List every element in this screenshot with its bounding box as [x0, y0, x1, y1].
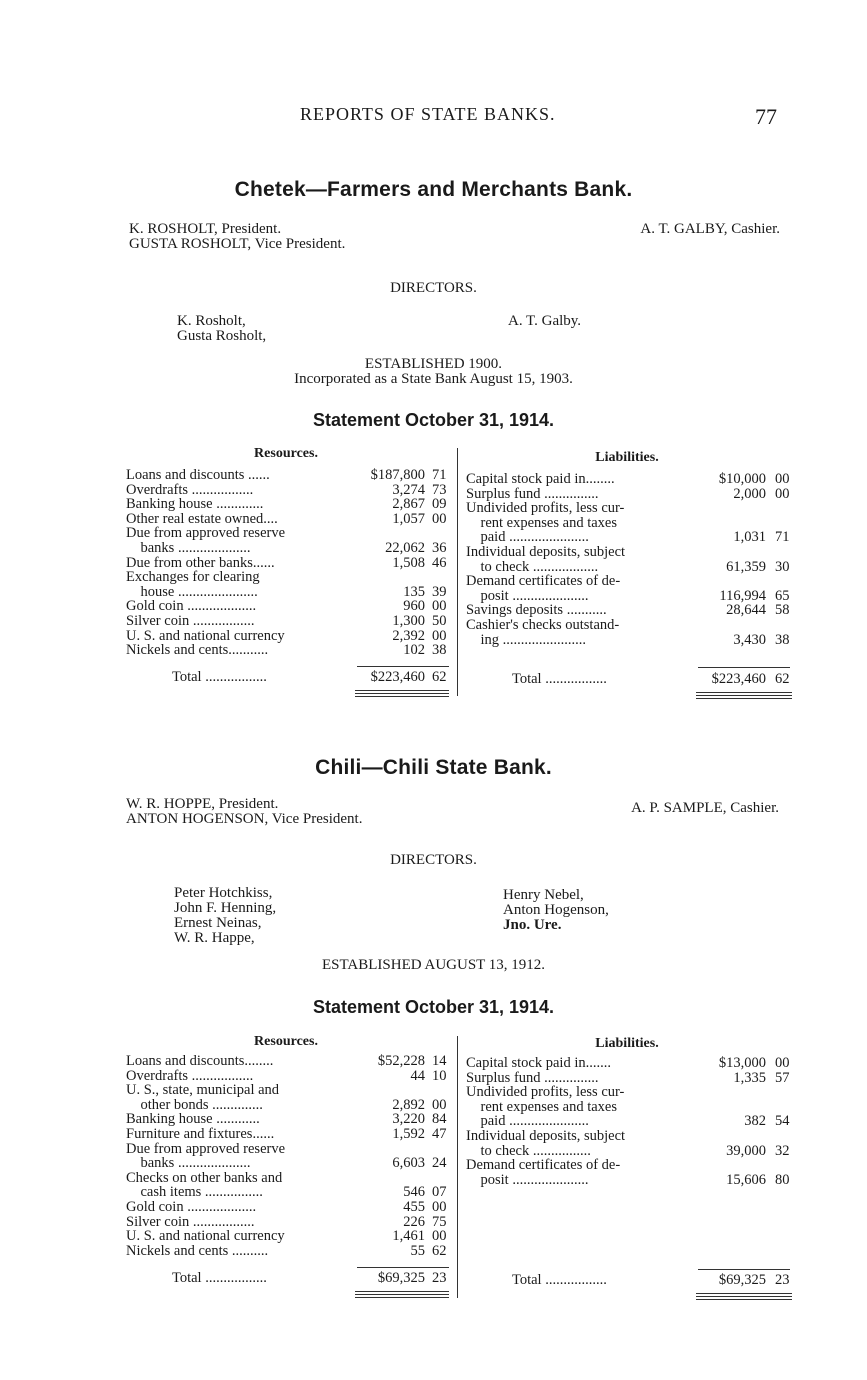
director: A. T. Galby. [508, 313, 582, 329]
director: W. R. Happe, [174, 930, 255, 946]
amount-dollars: 61,359 [726, 558, 766, 575]
rule [696, 1296, 792, 1297]
row-label: posit ..................... [466, 587, 589, 604]
table-row [126, 570, 454, 585]
cashier: A. P. SAMPLE, Cashier. [631, 800, 779, 816]
amount-dollars: $52,228 [377, 1053, 425, 1069]
amount-dollars: 135 [403, 583, 425, 600]
table-row [466, 1158, 797, 1173]
amount-dollars: 226 [403, 1213, 425, 1230]
amount-dollars: 1,057 [392, 510, 425, 527]
established-line: ESTABLISHED 1900. [364, 356, 503, 372]
row-label: Demand certificates of de- [466, 1157, 621, 1174]
table-row [126, 1185, 454, 1200]
row-label: Individual deposits, subject [466, 544, 626, 560]
amount-dollars: 22,062 [385, 540, 425, 556]
amount-dollars: 116,994 [719, 587, 766, 604]
total-label: Total ................. [172, 1270, 267, 1286]
row-label: Overdrafts ................. [126, 481, 254, 498]
row-label: banks .................... [126, 540, 251, 556]
table-row [126, 629, 454, 644]
amount-dollars: 39,000 [726, 1142, 766, 1159]
directors-heading: DIRECTORS. [390, 852, 477, 868]
row-label: banks .................... [126, 1155, 251, 1172]
amount-dollars: 455 [403, 1199, 425, 1215]
directors-heading: DIRECTORS. [390, 280, 477, 296]
director: Jno. Ure. [503, 917, 562, 933]
amount-dollars: 382 [744, 1113, 766, 1130]
amount-dollars: 102 [403, 642, 425, 659]
rule [696, 1293, 792, 1294]
page-number: 77 [755, 104, 777, 129]
table-row [466, 1173, 797, 1188]
resources-table [126, 1054, 456, 1264]
row-label: Silver coin ................. [126, 1213, 255, 1230]
director: Henry Nebel, [503, 887, 584, 903]
table-row [466, 472, 797, 487]
amount-dollars: 3,430 [733, 631, 766, 648]
row-label: Due from approved reserve [126, 525, 286, 542]
row-label: Savings deposits ........... [466, 602, 607, 619]
row-label: other bonds .............. [126, 1096, 263, 1113]
table-row [466, 1100, 797, 1115]
table-row [466, 1085, 797, 1100]
rule [355, 696, 449, 697]
total-dollars: $223,460 [711, 671, 766, 687]
amount-dollars: 28,644 [726, 602, 766, 619]
resources-heading: Resources. [254, 446, 318, 461]
table-row [466, 1129, 797, 1144]
director: K. Rosholt, [177, 313, 246, 329]
amount-cents: 07 [432, 1184, 447, 1201]
amount-cents: 00 [775, 485, 790, 502]
row-label: Overdrafts ................. [126, 1067, 254, 1084]
row-label: rent expenses and taxes [466, 514, 617, 531]
table-row [466, 545, 797, 560]
amount-cents: 84 [432, 1111, 447, 1128]
row-label: U. S., state, municipal and [126, 1082, 280, 1099]
table-row [126, 1098, 454, 1113]
row-label: ing ....................... [466, 631, 587, 648]
amount-cents: 00 [432, 1096, 447, 1113]
resources-table [126, 468, 456, 668]
amount-cents: 00 [432, 1199, 447, 1215]
amount-cents: 14 [432, 1053, 447, 1069]
total-cents: 62 [775, 671, 790, 687]
rule [357, 666, 449, 667]
table-row [466, 501, 797, 516]
vice-president: GUSTA ROSHOLT, Vice President. [129, 236, 346, 252]
incorporated-line: Incorporated as a State Bank August 15, 1903. [294, 371, 573, 387]
amount-cents: 00 [432, 598, 447, 615]
row-label: paid ...................... [466, 1113, 589, 1130]
row-label: cash items ................ [126, 1184, 263, 1201]
rule [696, 695, 792, 696]
row-label: Capital stock paid in....... [466, 1055, 611, 1071]
total-label: Total ................. [512, 1272, 607, 1288]
row-label: rent expenses and taxes [466, 1098, 617, 1115]
table-row [466, 1144, 797, 1159]
row-label: paid ...................... [466, 529, 589, 546]
amount-dollars: 1,461 [392, 1228, 425, 1245]
total-cents: 62 [432, 669, 447, 685]
table-row [126, 614, 454, 629]
amount-cents: 38 [775, 631, 790, 648]
director: John F. Henning, [174, 900, 277, 916]
rule [698, 1269, 790, 1270]
amount-cents: 80 [775, 1171, 790, 1188]
liabilities-heading: Liabilities. [595, 1036, 659, 1051]
table-row [126, 526, 454, 541]
total-dollars: $69,325 [377, 1270, 425, 1286]
amount-dollars: 3,274 [392, 481, 425, 498]
table-row [466, 1056, 797, 1071]
row-label: Loans and discounts ...... [126, 467, 270, 483]
table-row [126, 1142, 454, 1157]
amount-cents: 73 [432, 481, 447, 498]
table-row [466, 589, 797, 604]
table-row [466, 618, 797, 633]
row-label: to check .................. [466, 558, 599, 575]
row-label: Due from approved reserve [126, 1140, 286, 1157]
row-label: to check ................ [466, 1142, 591, 1159]
amount-cents: 00 [432, 627, 447, 644]
amount-dollars: $187,800 [370, 467, 425, 483]
table-row [466, 530, 797, 545]
amount-cents: 39 [432, 583, 447, 600]
president: K. ROSHOLT, President. [129, 221, 282, 237]
amount-cents: 71 [775, 529, 790, 546]
vice-president: ANTON HOGENSON, Vice President. [126, 811, 363, 827]
amount-dollars: 3,220 [392, 1111, 425, 1128]
amount-cents: 10 [432, 1067, 447, 1084]
amount-cents: 09 [432, 496, 447, 513]
rule [696, 692, 792, 693]
row-label: Undivided profits, less cur- [466, 1084, 625, 1101]
amount-cents: 38 [432, 642, 447, 659]
total-dollars: $223,460 [370, 669, 425, 685]
amount-cents: 00 [432, 1228, 447, 1245]
director: Gusta Rosholt, [177, 328, 267, 344]
row-label: Gold coin ................... [126, 598, 257, 615]
director: Peter Hotchkiss, [174, 885, 273, 901]
rule [696, 1299, 792, 1300]
row-label: house ...................... [126, 583, 258, 600]
amount-dollars: 1,300 [392, 613, 425, 629]
statement-heading: Statement October 31, 1914. [312, 410, 555, 430]
amount-dollars: 44 [410, 1067, 425, 1084]
row-label: Demand certificates of de- [466, 573, 621, 590]
amount-cents: 58 [775, 602, 790, 619]
table-row [466, 487, 797, 502]
established-line: ESTABLISHED AUGUST 13, 1912. [321, 957, 546, 973]
table-row [466, 516, 797, 531]
amount-dollars: $10,000 [718, 471, 766, 487]
total-label: Total ................. [172, 669, 267, 685]
table-row [126, 512, 454, 527]
rule [355, 1291, 449, 1292]
table-row [126, 1200, 454, 1215]
rule [357, 1267, 449, 1268]
table-row [126, 468, 454, 483]
amount-cents: 50 [432, 613, 447, 629]
table-row [466, 1071, 797, 1086]
table-row [126, 1156, 454, 1171]
resources-heading: Resources. [254, 1034, 318, 1049]
amount-dollars: 1,592 [392, 1126, 425, 1142]
amount-cents: 54 [775, 1113, 790, 1130]
rule [355, 1297, 449, 1298]
amount-cents: 32 [775, 1142, 790, 1159]
column-divider [457, 448, 458, 696]
table-row [126, 1054, 454, 1069]
rule [355, 693, 449, 694]
amount-dollars: 1,335 [733, 1069, 766, 1086]
row-label: Exchanges for clearing [126, 569, 260, 586]
rule [696, 698, 792, 699]
row-label: Capital stock paid in........ [466, 471, 615, 487]
total-cents: 23 [775, 1272, 790, 1288]
amount-dollars: 2,000 [733, 485, 766, 502]
amount-dollars: 6,603 [392, 1155, 425, 1172]
total-cents: 23 [432, 1270, 447, 1286]
row-label: Nickels and cents .......... [126, 1242, 269, 1259]
cashier: A. T. GALBY, Cashier. [640, 221, 780, 237]
table-row [126, 1229, 454, 1244]
row-label: Loans and discounts........ [126, 1053, 274, 1069]
liabilities-table [466, 472, 796, 672]
amount-cents: 47 [432, 1126, 447, 1142]
row-label: Individual deposits, subject [466, 1128, 626, 1144]
table-row [466, 560, 797, 575]
amount-cents: 75 [432, 1213, 447, 1230]
liabilities-table [466, 1056, 796, 1196]
amount-cents: 46 [432, 554, 447, 571]
amount-dollars: 15,606 [726, 1171, 766, 1188]
row-label: Gold coin ................... [126, 1199, 257, 1215]
amount-dollars: 2,867 [392, 496, 425, 513]
table-row [466, 603, 797, 618]
table-row [126, 1215, 454, 1230]
row-label: Nickels and cents........... [126, 642, 269, 659]
liabilities-heading: Liabilities. [595, 450, 659, 465]
director: Ernest Neinas, [174, 915, 262, 931]
row-label: U. S. and national currency [126, 1228, 285, 1245]
amount-cents: 30 [775, 558, 790, 575]
table-row [126, 541, 454, 556]
row-label: Cashier's checks outstand- [466, 617, 620, 633]
row-label: Banking house ............ [126, 1111, 260, 1128]
row-label: Furniture and fixtures...... [126, 1126, 275, 1142]
table-row [126, 1127, 454, 1142]
director: Anton Hogenson, [503, 902, 609, 918]
row-label: posit ..................... [466, 1171, 589, 1188]
table-row [126, 643, 454, 658]
amount-dollars: 960 [403, 598, 425, 615]
president: W. R. HOPPE, President. [126, 796, 279, 812]
row-label: Banking house ............. [126, 496, 264, 513]
amount-cents: 57 [775, 1069, 790, 1086]
table-row [466, 633, 797, 648]
row-label: Checks on other banks and [126, 1169, 283, 1186]
amount-dollars: 1,508 [392, 554, 425, 571]
amount-cents: 65 [775, 587, 790, 604]
rule [355, 1294, 449, 1295]
total-label: Total ................. [512, 671, 607, 687]
amount-dollars: $13,000 [718, 1055, 766, 1071]
row-label: Silver coin ................. [126, 613, 255, 629]
amount-dollars: 1,031 [733, 529, 766, 546]
bank-title: Chetek—Farmers and Merchants Bank. [234, 178, 633, 201]
row-label: Due from other banks...... [126, 554, 275, 571]
table-row [126, 599, 454, 614]
table-row [466, 1114, 797, 1129]
table-row [126, 1069, 454, 1084]
table-row [126, 1244, 454, 1259]
statement-heading: Statement October 31, 1914. [312, 997, 555, 1017]
rule [698, 667, 790, 668]
table-row [126, 483, 454, 498]
table-row [126, 585, 454, 600]
row-label: Other real estate owned.... [126, 510, 278, 527]
amount-cents: 71 [432, 467, 447, 483]
table-row [126, 1171, 454, 1186]
amount-cents: 36 [432, 540, 447, 556]
amount-dollars: 2,392 [392, 627, 425, 644]
row-label: Undivided profits, less cur- [466, 500, 625, 517]
row-label: U. S. and national currency [126, 627, 285, 644]
row-label: Surplus fund ............... [466, 485, 599, 502]
amount-cents: 24 [432, 1155, 447, 1172]
amount-dollars: 2,892 [392, 1096, 425, 1113]
amount-cents: 62 [432, 1242, 447, 1259]
amount-cents: 00 [775, 1055, 790, 1071]
amount-dollars: 55 [410, 1242, 425, 1259]
table-row [126, 1083, 454, 1098]
table-row [126, 497, 454, 512]
total-dollars: $69,325 [718, 1272, 766, 1288]
amount-cents: 00 [775, 471, 790, 487]
column-divider [457, 1036, 458, 1298]
amount-dollars: 546 [403, 1184, 425, 1201]
rule [355, 690, 449, 691]
running-header: REPORTS OF STATE BANKS. [300, 104, 556, 124]
table-row [126, 556, 454, 571]
table-row [466, 574, 797, 589]
row-label: Surplus fund ............... [466, 1069, 599, 1086]
bank-title: Chili—Chili State Bank. [315, 756, 552, 779]
amount-cents: 00 [432, 510, 447, 527]
table-row [126, 1112, 454, 1127]
